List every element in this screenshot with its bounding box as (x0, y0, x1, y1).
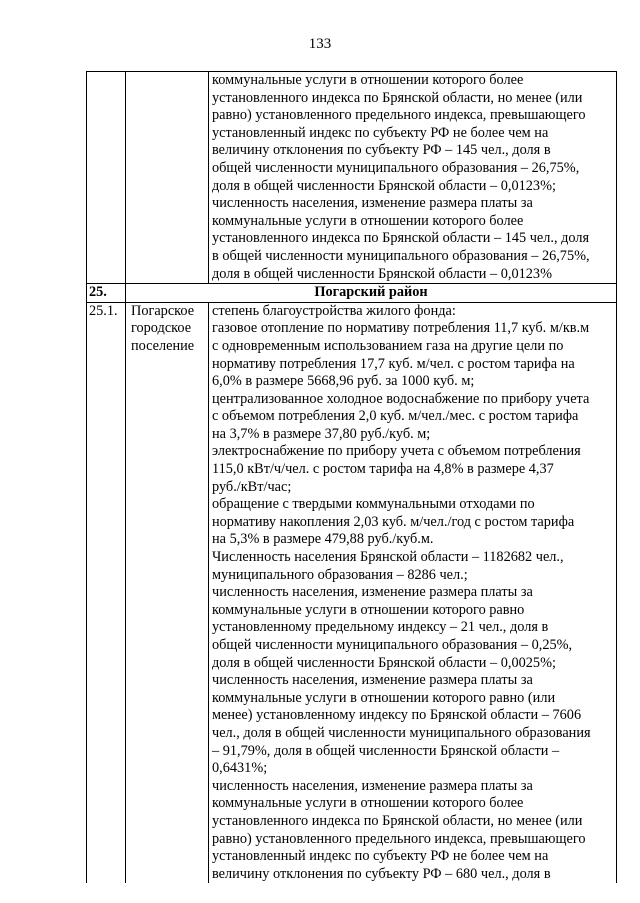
tariff-table (86, 71, 617, 883)
text-line: общей численности муниципального образования – 0,25%, (212, 637, 573, 653)
text-line: обращение с твердыми коммунальными отходами по (212, 496, 535, 513)
text-line: коммунальные услуги в отношении которого более (212, 212, 524, 229)
text-line: коммунальные услуги в отношении которого более (212, 795, 524, 812)
text-line: чел., доля в общей численности муниципального образования (212, 724, 591, 741)
text-line: численность населения, изменение размера платы за (212, 195, 533, 212)
text-line: Численность населения Брянской области – 1182682 чел., (212, 549, 564, 566)
text-line: величину отклонения по субъекту РФ – 145 чел., доля в (212, 142, 551, 159)
text-line: 6,0% в размере 5668,96 руб. за 1000 куб. м; (212, 373, 475, 390)
text-line: с одновременным использованием газа на другие цели по (212, 337, 564, 354)
settlement-number: 25.1. (87, 302, 126, 883)
text-line: городское (131, 320, 192, 337)
section-row (87, 284, 617, 303)
text-line: численность населения, изменение размера платы за (212, 777, 533, 794)
section-number: 25. (87, 284, 126, 303)
text-line: коммунальные услуги в отношении которого более (212, 72, 524, 88)
text-line: равно) установленного предельного индекса, превышающего (212, 830, 586, 847)
text-line: численность населения, изменение размера платы за (212, 672, 533, 689)
text-line: установленного индекса по Брянской области, но менее (или (212, 89, 583, 106)
text-line: нормативу накопления 2,03 куб. м/чел./год с ростом тарифа (212, 513, 575, 530)
text-line: установленного индекса по Брянской области, но менее (или (212, 812, 583, 829)
continuation-number-cell (87, 72, 126, 284)
text-line: менее) установленному индексу по Брянской области – 7606 (212, 707, 582, 724)
text-line: установленного индекса по Брянской области – 145 чел., доля (212, 230, 590, 247)
text-line: величину отклонения по субъекту РФ – 680 чел., доля в (212, 865, 551, 882)
text-line: равно) установленного предельного индекса, превышающего (212, 107, 586, 124)
text-line: газовое отопление по нормативу потребления 11,7 куб. м/кв.м (212, 320, 590, 337)
text-line: 115,0 кВт/ч/чел. с ростом тарифа на 4,8% в размере 4,37 (212, 461, 554, 478)
continuation-name-cell (126, 72, 209, 284)
text-line: нормативу потребления 17,7 куб. м/чел. с ростом тарифа на (212, 355, 575, 372)
text-line: установленный индекс по субъекту РФ не более чем на (212, 848, 549, 865)
text-line: Погарское (131, 302, 195, 319)
text-line: установленному предельному индексу – 21 чел., доля в (212, 619, 549, 636)
text-line: доля в общей численности Брянской области – 0,0123%; (212, 177, 556, 194)
section-title: Погарский район (126, 284, 617, 303)
text-line: руб./кВт/час; (212, 478, 292, 495)
text-line: в общей численности муниципального образования – 26,75%, (212, 247, 590, 264)
text-line: доля в общей численности Брянской области – 0,0025%; (212, 654, 556, 671)
text-line: с объемом потребления 2,0 куб. м/чел./мес. с ростом тарифа (212, 408, 579, 425)
settlement-text-cell (209, 302, 617, 883)
text-line: общей численности муниципального образования – 26,75%, (212, 159, 580, 176)
page-number: 133 (308, 36, 332, 52)
text-line: степень благоустройства жилого фонда: (212, 302, 456, 319)
text-line: доля в общей численности Брянской области – 0,0123% (212, 265, 552, 282)
text-line: на 3,7% в размере 37,80 руб./куб. м; (212, 425, 431, 442)
text-line: коммунальные услуги в отношении которого равно (212, 601, 525, 618)
text-line: – 91,79%, доля в общей численности Брянской области – (212, 742, 560, 759)
text-line: на 5,3% в размере 479,88 руб./куб.м. (212, 531, 434, 548)
settlement-name-cell (126, 302, 209, 883)
settlement-row (87, 302, 617, 883)
continuation-text-cell (209, 72, 617, 284)
text-line: 0,6431%; (212, 760, 268, 777)
continuation-row (87, 72, 617, 284)
text-line: электроснабжение по прибору учета с объемом потребления (212, 443, 581, 460)
text-line: муниципального образования – 8286 чел.; (212, 566, 468, 583)
text-line: коммунальные услуги в отношении которого равно (или (212, 689, 556, 706)
text-line: численность населения, изменение размера платы за (212, 584, 533, 601)
text-line: поселение (131, 337, 195, 354)
text-line: централизованное холодное водоснабжение по прибору учета (212, 390, 590, 407)
text-line: установленный индекс по субъекту РФ не более чем на (212, 124, 549, 141)
